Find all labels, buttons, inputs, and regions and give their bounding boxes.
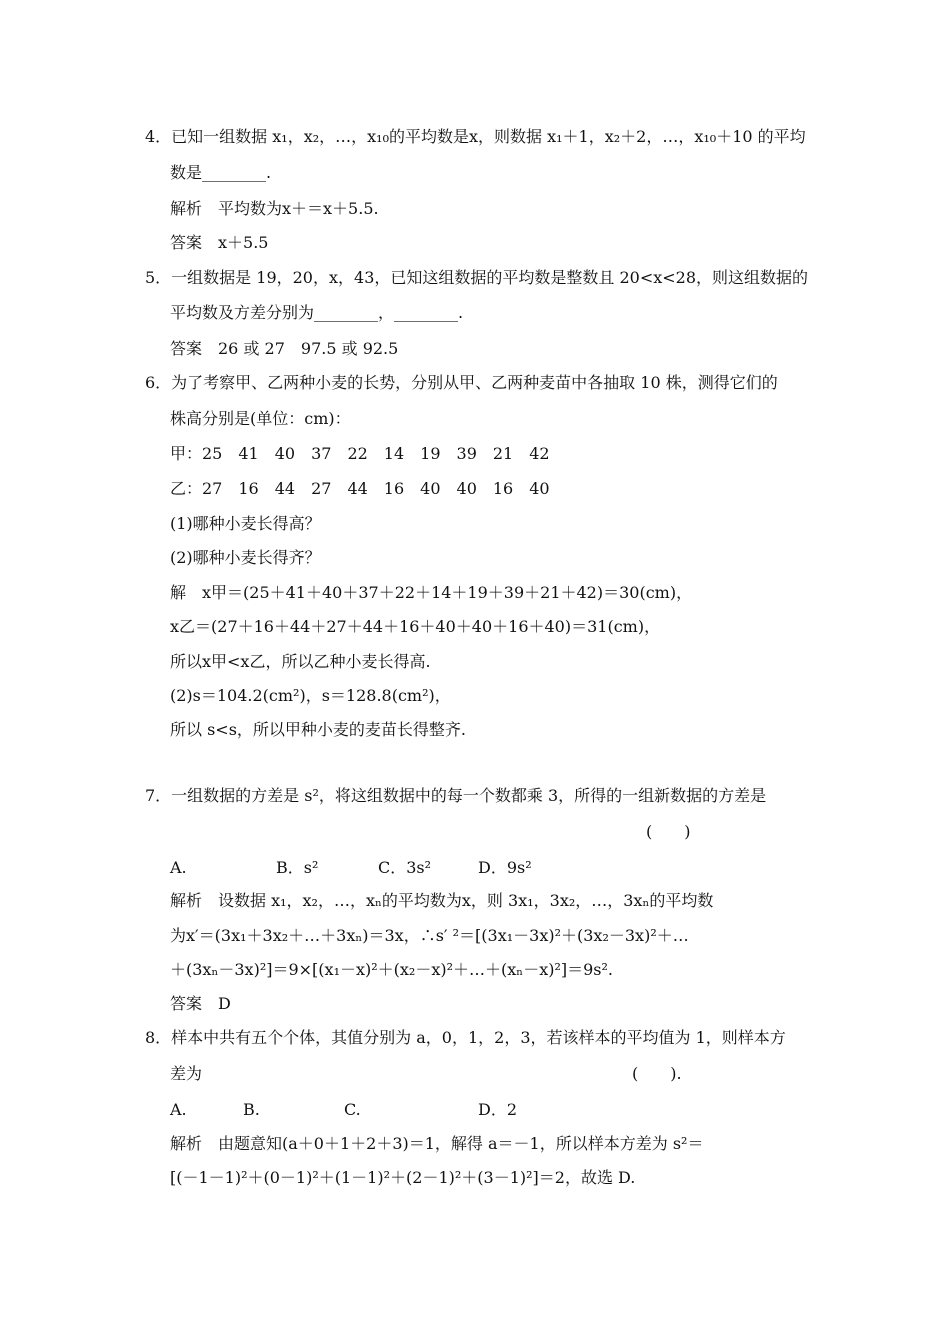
q7-analysis-line2: 为x′＝(3x₁＋3x₂＋…＋3xₙ)＝3x，∴s′ ²＝[(3x₁－3x)²＋(3x₂－3x)²＋… xyxy=(170,926,689,945)
q7-option-c: C．3s² xyxy=(378,858,432,877)
q4-stem-line2: 数是________. xyxy=(170,163,272,182)
q6-stem-line1: 6．为了考察甲、乙两种小麦的长势，分别从甲、乙两种麦苗中各抽取 10 株，测得它们的 xyxy=(145,373,778,392)
q6-part1: (1)哪种小麦长得高？ xyxy=(170,514,321,533)
q5-answer: 答案 26 或 27 97.5 或 92.5 xyxy=(170,339,399,358)
q8-option-a: A. xyxy=(170,1100,187,1119)
q5-stem-line2: 平均数及方差分别为________，________. xyxy=(170,303,464,322)
q6-solution-line1: 解 x甲＝(25＋41＋40＋37＋22＋14＋19＋39＋21＋42)＝30(cm)， xyxy=(170,583,693,602)
q7-option-a: A. xyxy=(170,858,187,877)
q8-stem-line2: 差为 xyxy=(170,1064,203,1083)
q7-answer-paren: ( ) xyxy=(646,822,691,841)
q6-solution-line3: 所以x甲<x乙，所以乙种小麦长得高. xyxy=(170,652,431,671)
q7-stem-line1: 7．一组数据的方差是 s²，将这组数据中的每一个数都乘 3，所得的一组新数据的方差是 xyxy=(145,786,767,805)
q6-solution-line4: (2)s＝104.2(cm²)，s＝128.8(cm²)， xyxy=(170,686,451,705)
q4-answer: 答案 x＋5.5 xyxy=(170,233,269,252)
q8-option-c: C. xyxy=(344,1100,361,1119)
q7-option-b: B．s² xyxy=(276,858,319,877)
q4-stem-line1: 4．已知一组数据 x₁，x₂，…，x₁₀的平均数是x，则数据 x₁＋1，x₂＋2，…，x₁₀＋10 的平均 xyxy=(145,127,806,146)
q8-answer-paren: ( ). xyxy=(632,1064,682,1083)
q8-option-d: D．2 xyxy=(478,1100,518,1119)
q8-stem-line1: 8．样本中共有五个个体，其值分别为 a，0，1，2，3，若该样本的平均值为 1，则样本方 xyxy=(145,1028,786,1047)
q4-analysis: 解析 平均数为x＋＝x＋5.5. xyxy=(170,199,379,218)
q7-analysis-line1: 解析 设数据 x₁，x₂，…，xₙ的平均数为x，则 3x₁，3x₂，…，3xₙ的平均数 xyxy=(170,891,714,910)
q8-analysis-line2: [(－1－1)²＋(0－1)²＋(1－1)²＋(2－1)²＋(3－1)²]＝2，故选 D. xyxy=(170,1168,636,1187)
q6-stem-line2: 株高分别是(单位：cm)： xyxy=(170,409,351,428)
q7-option-d: D．9s² xyxy=(478,858,532,877)
q6-data-yi: 乙：27 16 44 27 44 16 40 40 16 40 xyxy=(170,479,550,498)
q6-solution-line2: x乙＝(27＋16＋44＋27＋44＋16＋40＋40＋16＋40)＝31(cm)， xyxy=(170,617,661,636)
q5-stem-line1: 5．一组数据是 19，20，x，43，已知这组数据的平均数是整数且 20<x<28，则这组数据的 xyxy=(145,268,809,287)
q7-analysis-line3: ＋(3xₙ－3x)²]＝9×[(x₁－x)²＋(x₂－x)²＋…＋(xₙ－x)²]＝9s². xyxy=(170,960,614,979)
q6-part2: (2)哪种小麦长得齐？ xyxy=(170,548,321,567)
q6-data-jia: 甲：25 41 40 37 22 14 19 39 21 42 xyxy=(170,444,550,463)
q7-answer: 答案 D xyxy=(170,994,231,1013)
q8-option-b: B. xyxy=(243,1100,260,1119)
q8-analysis-line1: 解析 由题意知(a＋0＋1＋2＋3)＝1，解得 a＝－1，所以样本方差为 s²＝ xyxy=(170,1134,704,1153)
q6-solution-line5: 所以 s<s，所以甲种小麦的麦苗长得整齐. xyxy=(170,720,467,739)
